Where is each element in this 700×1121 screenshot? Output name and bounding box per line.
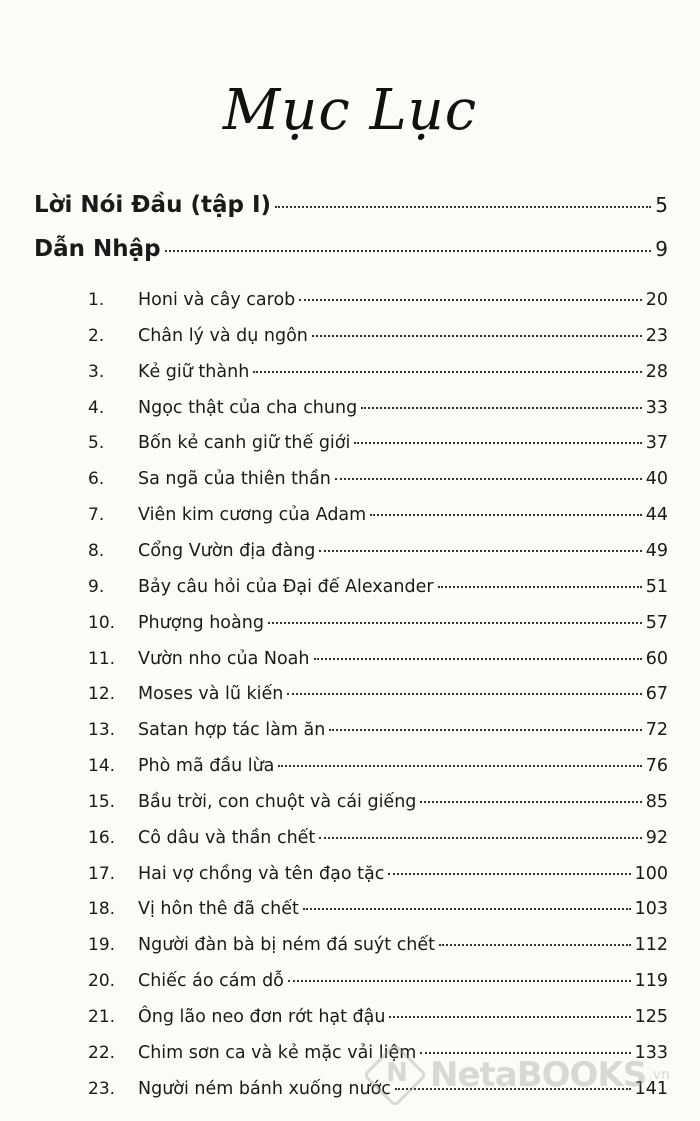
toc-entry-number: 8.	[88, 540, 105, 561]
watermark-text: NetaBOOKS	[430, 1055, 647, 1095]
toc-leader-dots	[288, 980, 631, 982]
toc-entry-page: 103	[634, 899, 668, 920]
toc-leader-dots	[370, 514, 642, 516]
watermark	[372, 1052, 670, 1098]
watermark-logo-icon	[362, 1042, 427, 1107]
toc-leader-dots	[354, 442, 641, 444]
toc-entry-number: 7.	[88, 505, 105, 526]
toc-leader-dots	[420, 801, 641, 803]
toc-leader-dots	[439, 944, 631, 946]
toc-entry-page: 67	[645, 684, 668, 705]
toc-entry-number: 20.	[88, 971, 116, 992]
toc-entry-number: 19.	[88, 935, 116, 956]
toc-front-label: Dẫn Nhập	[34, 236, 161, 262]
toc-leader-dots	[165, 250, 652, 252]
toc-entry	[88, 935, 668, 955]
toc-entry	[88, 577, 668, 597]
toc-entry-number: 23.	[88, 1078, 116, 1099]
toc-entry-number: 15.	[88, 791, 116, 812]
toc-entry	[88, 649, 668, 669]
toc-entry-number: 18.	[88, 899, 116, 920]
toc-entry-number: 1.	[88, 290, 105, 310]
toc-entry-number: 4.	[88, 397, 105, 418]
toc-entry-title: Bảy câu hỏi của Đại đế Alexander	[138, 576, 434, 597]
toc-entry-title: Bốn kẻ canh giữ thế giới	[138, 433, 351, 454]
toc-entry-page: 112	[634, 935, 668, 956]
toc-entry	[88, 362, 668, 382]
toc-entry-title: Vườn nho của Noah	[138, 648, 310, 669]
toc-front-entry	[34, 192, 668, 218]
toc-entry-number: 14.	[88, 756, 116, 777]
toc-leader-dots	[335, 478, 642, 480]
toc-entry-number: 2.	[88, 325, 105, 346]
toc-leader-dots	[319, 837, 641, 839]
toc-entry-number: 10.	[88, 612, 116, 633]
toc-entry-title: Bầu trời, con chuột và cái giếng	[138, 791, 417, 812]
toc-leader-dots	[253, 371, 641, 373]
toc-entry	[88, 899, 668, 919]
toc-entry-title: Chân lý và dụ ngôn	[138, 325, 308, 346]
toc-entry-page: 60	[645, 648, 668, 669]
toc-entry	[88, 1007, 668, 1027]
toc-entry	[88, 326, 668, 346]
toc-entry	[88, 613, 668, 633]
toc-entry-page: 23	[645, 325, 668, 346]
watermark-suffix: .vn	[648, 1067, 670, 1083]
toc-entry	[88, 469, 668, 489]
toc-entry-page: 28	[645, 361, 668, 382]
toc-entry	[88, 433, 668, 453]
toc-entry-title: Phò mã đầu lừa	[138, 756, 275, 777]
toc-entry-page: 125	[634, 1007, 668, 1027]
toc-leader-dots	[312, 335, 642, 337]
toc-entry-title: Chiếc áo cám dỗ	[138, 971, 284, 992]
toc-entry-number: 13.	[88, 720, 116, 741]
toc-entry-page: 49	[645, 540, 668, 561]
toc-entry-title: Người đàn bà bị ném đá suýt chết	[138, 935, 436, 956]
toc-entry-title: Honi và cây carob	[138, 290, 296, 310]
toc-entry	[88, 505, 668, 525]
toc-entry-page: 57	[645, 612, 668, 633]
toc-entry-title: Cô dâu và thần chết	[138, 827, 316, 848]
toc-entry-title: Cổng Vườn địa đàng	[138, 540, 316, 561]
toc-leader-dots	[329, 729, 641, 731]
toc-entry-page: 44	[645, 505, 668, 526]
toc-front-label: Lời Nói Đầu (tập I)	[34, 192, 272, 218]
toc-entry	[88, 720, 668, 740]
toc-leader-dots	[361, 407, 642, 409]
toc-leader-dots	[303, 908, 631, 910]
toc-entry-number: 22.	[88, 1042, 116, 1063]
toc-front-page: 5	[655, 193, 668, 217]
toc-entry-title: Ông lão neo đơn rớt hạt đậu	[138, 1007, 386, 1027]
toc-entry	[88, 971, 668, 991]
toc-entry-title: Vị hôn thê đã chết	[138, 899, 299, 920]
toc-leader-dots	[438, 586, 642, 588]
toc-leader-dots	[275, 206, 651, 208]
toc-entry	[88, 828, 668, 848]
toc-entry-title: Người ném bánh xuống nước	[138, 1078, 391, 1099]
page-title: Mục Lục	[222, 78, 478, 143]
toc-entry	[88, 756, 668, 776]
toc-entry-title: Sa ngã của thiên thần	[138, 469, 331, 490]
toc-entry-title: Hai vợ chồng và tên đạo tặc	[138, 863, 385, 884]
toc-entry-number: 9.	[88, 576, 105, 597]
toc-entry	[88, 792, 668, 812]
toc-entry	[88, 290, 668, 310]
toc-entry-title: Phượng hoàng	[138, 612, 264, 633]
toc-entry-page: 20	[645, 290, 668, 310]
toc-entry	[88, 864, 668, 884]
toc-entry-page: 133	[634, 1042, 668, 1063]
toc-leader-dots	[388, 873, 630, 875]
toc-entry-page: 72	[645, 720, 668, 741]
toc-entry	[88, 541, 668, 561]
toc-entry-page: 51	[645, 576, 668, 597]
toc-entry-title: Ngọc thật của cha chung	[138, 397, 358, 418]
toc-front-page: 9	[655, 237, 668, 261]
toc-leader-dots	[389, 1016, 630, 1018]
toc-entry-number: 17.	[88, 863, 116, 884]
toc-leader-dots	[268, 622, 642, 624]
toc-leader-dots	[287, 693, 641, 695]
toc-entry-title: Moses và lũ kiến	[138, 684, 284, 705]
toc-entry-page: 85	[645, 791, 668, 812]
toc-leader-dots	[319, 550, 641, 552]
toc-entry-number: 3.	[88, 361, 105, 382]
toc-front-entry	[34, 236, 668, 262]
toc-entry-title: Satan hợp tác làm ăn	[138, 720, 326, 741]
toc-entry-page: 119	[634, 971, 668, 992]
toc-entry-page: 92	[645, 827, 668, 848]
toc-entry-page: 33	[645, 397, 668, 418]
toc-leader-dots	[314, 658, 642, 660]
toc-entry-number: 21.	[88, 1007, 116, 1027]
toc-leader-dots	[299, 299, 641, 301]
toc-entry-number: 5.	[88, 433, 105, 454]
toc-entry-title: Viên kim cương của Adam	[138, 505, 367, 526]
toc-entry-page: 37	[645, 433, 668, 454]
toc-entry	[88, 398, 668, 418]
toc-leader-dots	[278, 765, 641, 767]
toc-entry-title: Chim sơn ca và kẻ mặc vải liệm	[138, 1042, 417, 1063]
toc-entry-number: 16.	[88, 827, 116, 848]
toc-entry-page: 40	[645, 469, 668, 490]
toc-entry-page: 100	[634, 863, 668, 884]
toc-entry-title: Kẻ giữ thành	[138, 361, 250, 382]
toc-entry-number: 11.	[88, 648, 116, 669]
toc-entry-number: 12.	[88, 684, 116, 705]
toc-entry-page: 76	[645, 756, 668, 777]
toc-entry-number: 6.	[88, 469, 105, 490]
toc-entry	[88, 684, 668, 704]
toc-entry-page: 141	[634, 1078, 668, 1099]
